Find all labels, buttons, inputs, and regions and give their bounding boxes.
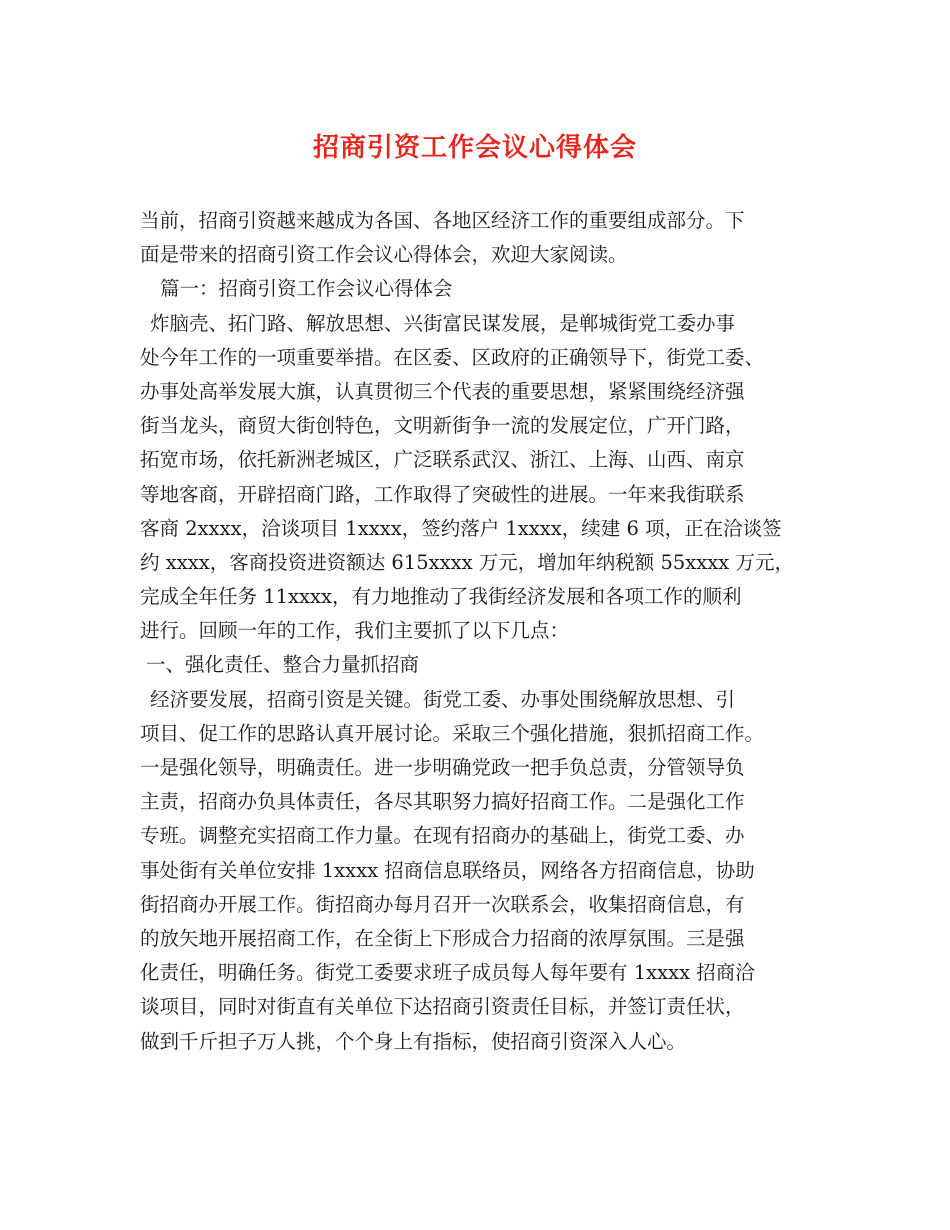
document-title: 招商引资工作会议心得体会	[312, 133, 637, 163]
text-line: 客商 2xxxx，洽谈项目 1xxxx，签约落户 1xxxx，续建 6 项，正在洽谈签	[140, 516, 782, 540]
text-line: 等地客商，开辟招商门路，工作取得了突破性的进展。一年来我街联系	[140, 482, 745, 506]
text-line: 面是带来的招商引资工作会议心得体会，欢迎大家阅读。	[140, 243, 628, 267]
text-line: 一是强化领导，明确责任。进一步明确党政一把手负总责，分管领导负	[140, 756, 745, 779]
text-line: 处今年工作的一项重要举措。在区委、区政府的正确领导下，街党工委、	[140, 345, 765, 369]
text-line: 约 xxxx，客商投资进资额达 615xxxx 万元，增加年纳税额 55xxxx 万元，	[140, 550, 794, 574]
text-line: 化责任，明确任务。街党工委要求班子成员每人每年要有 1xxxx 招商洽	[140, 961, 755, 985]
section-heading: 一、强化责任、整合力量抓招商	[146, 653, 420, 677]
text-line: 当前，招商引资越来越成为各国、各地区经济工作的重要组成部分。下	[140, 209, 745, 232]
text-line: 拓宽市场，依托新洲老城区，广泛联系武汉、浙江、上海、山西、南京	[140, 448, 745, 472]
text-line: 谈项目，同时对街直有关单位下达招商引资责任目标，并签订责任状，	[140, 995, 745, 1019]
text-line: 办事处高举发展大旗，认真贯彻三个代表的重要思想，紧紧围绕经济强	[140, 379, 745, 403]
text-line: 专班。调整充实招商工作力量。在现有招商办的基础上，街党工委、办	[140, 824, 745, 848]
text-line: 做到千斤担子万人挑，个个身上有指标，使招商引资深入人心。	[140, 1029, 687, 1053]
text-line: 经济要发展，招商引资是关键。街党工委、办事处围绕解放思想、引	[150, 687, 736, 711]
section-heading: 篇一：招商引资工作会议心得体会	[160, 277, 453, 301]
document-body	[140, 204, 820, 1059]
text-line: 事处街有关单位安排 1xxxx 招商信息联络员，网络各方招商信息，协助	[140, 858, 755, 882]
text-line: 街当龙头，商贸大街创特色，文明新街争一流的发展定位，广开门路，	[140, 414, 745, 438]
text-line: 的放矢地开展招商工作，在全街上下形成合力招商的浓厚氛围。三是强	[140, 926, 745, 950]
text-line: 项目、促工作的思路认真开展讨论。采取三个强化措施，狠抓招商工作。	[140, 721, 765, 745]
text-line: 炸脑壳、拓门路、解放思想、兴街富民谋发展，是郸城街党工委办事	[150, 311, 736, 335]
text-line: 街招商办开展工作。街招商办每月召开一次联系会，收集招商信息，有	[140, 892, 745, 916]
text-line: 主责，招商办负具体责任，各尽其职努力搞好招商工作。二是强化工作	[140, 790, 745, 814]
text-line: 完成全年任务 11xxxx，有力地推动了我街经济发展和各项工作的顺利	[140, 585, 742, 609]
text-line: 进行。回顾一年的工作，我们主要抓了以下几点：	[140, 619, 570, 643]
